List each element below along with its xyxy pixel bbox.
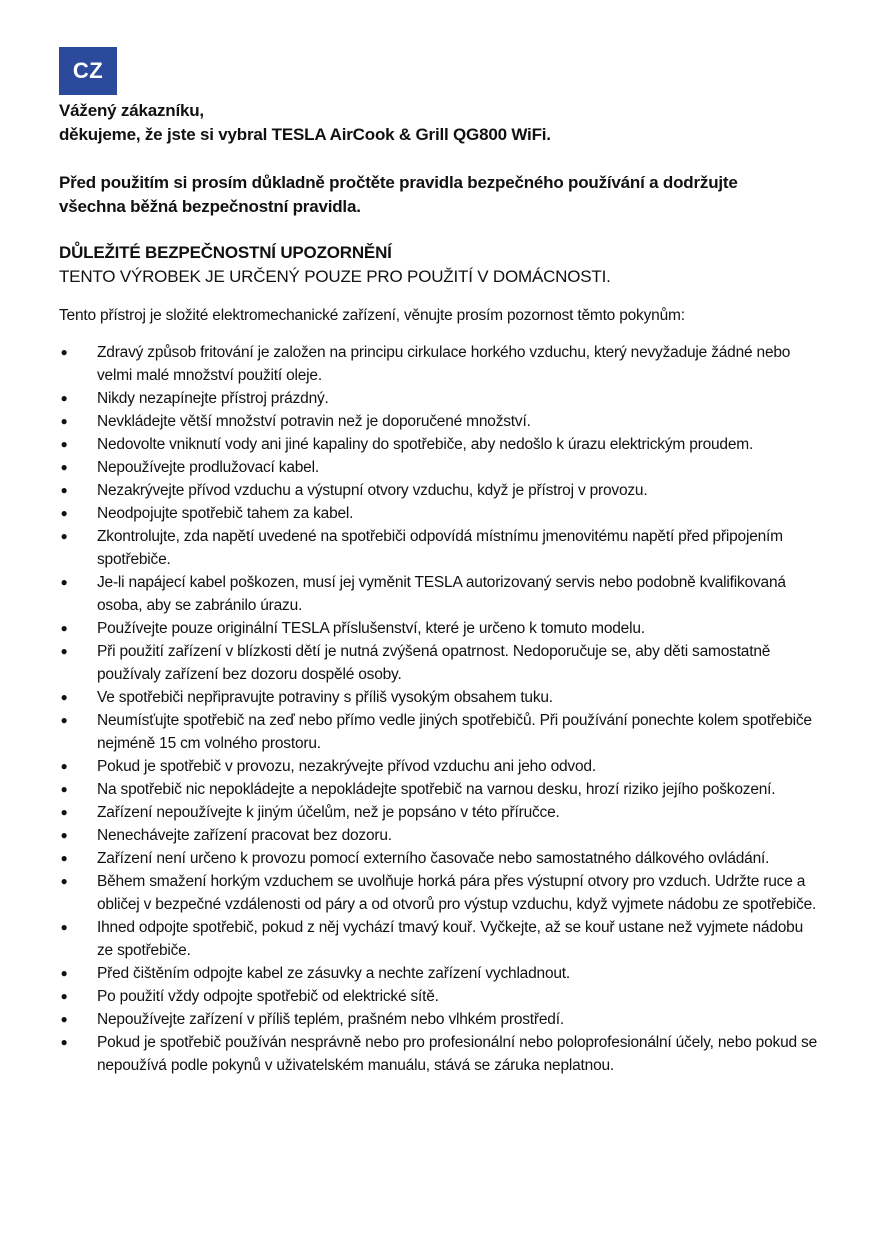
list-item-text: Ve spotřebiči nepřipravujte potraviny s příliš vysokým obsahem tuku. xyxy=(97,689,553,706)
list-item-text: Po použití vždy odpojte spotřebič od elektrické sítě. xyxy=(97,988,439,1005)
household-use-notice: TENTO VÝROBEK JE URČENÝ POUZE PRO POUŽITÍ V DOMÁCNOSTI. xyxy=(59,267,611,286)
list-item-text: Zdravý způsob fritování je založen na principu cirkulace horkého vzduchu, který nevyžaduje žádné nebo velmi malé množství použití oleje. xyxy=(97,344,791,384)
list-item xyxy=(59,1031,819,1077)
list-item-text: Na spotřebič nic nepokládejte a nepokládejte spotřebič na varnou desku, hrozí riziko jejího poškození. xyxy=(97,781,776,798)
list-item-text: Zařízení nepoužívejte k jiným účelům, než je popsáno v této příručce. xyxy=(97,804,560,821)
list-item-text: Při použití zařízení v blízkosti dětí je nutná zvýšená opatrnost. Nedoporučuje se, aby děti samostatně používaly zařízení bez dozoru dospělé osoby. xyxy=(97,643,771,683)
bullet-icon: ● xyxy=(60,506,68,520)
bullet-icon: ● xyxy=(60,437,68,451)
bullet-icon: ● xyxy=(60,1012,68,1026)
list-item xyxy=(59,916,819,962)
bullet-icon: ● xyxy=(60,713,68,727)
list-item xyxy=(59,410,819,433)
list-item xyxy=(59,571,819,617)
safety-lead-text: Tento přístroj je složité elektromechanické zařízení, věnujte prosím pozornost těmto pokynům: xyxy=(59,307,685,324)
bullet-icon: ● xyxy=(60,460,68,474)
list-item-text: Nenechávejte zařízení pracovat bez dozoru. xyxy=(97,827,392,844)
list-item xyxy=(59,824,819,847)
safety-heading: DŮLEŽITÉ BEZPEČNOSTNÍ UPOZORNĚNÍ xyxy=(59,243,392,262)
list-item-text: Nezakrývejte přívod vzduchu a výstupní otvory vzduchu, když je přístroj v provozu. xyxy=(97,482,648,499)
list-item xyxy=(59,801,819,824)
list-item xyxy=(59,1008,819,1031)
instruction-line-1: Před použitím si prosím důkladně pročtěte pravidla bezpečného používání a dodržujte xyxy=(59,173,738,192)
list-item-text: Nepoužívejte zařízení v příliš teplém, prašném nebo vlhkém prostředí. xyxy=(97,1011,564,1028)
list-item xyxy=(59,640,819,686)
list-item xyxy=(59,985,819,1008)
list-item-text: Neodpojujte spotřebič tahem za kabel. xyxy=(97,505,354,522)
list-item-text: Před čištěním odpojte kabel ze zásuvky a nechte zařízení vychladnout. xyxy=(97,965,570,982)
list-item xyxy=(59,617,819,640)
list-item xyxy=(59,341,819,387)
bullet-icon: ● xyxy=(60,782,68,796)
list-item-text: Během smažení horkým vzduchem se uvolňuje horká pára přes výstupní otvory pro vzduch. Udržte ruce a obličej v bezpečné vzdálenosti od páry a od otvorů pro výstup vzduchu, když vyjmete nádobu ze spotřebiče. xyxy=(97,873,817,913)
safety-instructions-list xyxy=(59,341,819,1077)
bullet-icon: ● xyxy=(60,759,68,773)
list-item-text: Zařízení není určeno k provozu pomocí externího časovače nebo samostatného dálkového ovládání. xyxy=(97,850,770,867)
list-item-text: Neumísťujte spotřebič na zeď nebo přímo vedle jiných spotřebičů. Při používání ponechte kolem spotřebiče nejméně 15 cm volného prostoru. xyxy=(97,712,812,752)
bullet-icon: ● xyxy=(60,874,68,888)
bullet-icon: ● xyxy=(60,575,68,589)
greeting-salutation: Vážený zákazníku, xyxy=(59,101,204,120)
list-item xyxy=(59,755,819,778)
bullet-icon: ● xyxy=(60,621,68,635)
list-item-text: Nevkládejte větší množství potravin než je doporučené množství. xyxy=(97,413,531,430)
manual-page-content xyxy=(59,99,819,1077)
list-item xyxy=(59,525,819,571)
list-item-text: Nikdy nezapínejte přístroj prázdný. xyxy=(97,390,329,407)
list-item xyxy=(59,686,819,709)
bullet-icon: ● xyxy=(60,920,68,934)
list-item xyxy=(59,778,819,801)
bullet-icon: ● xyxy=(60,391,68,405)
language-badge: CZ xyxy=(59,47,117,95)
list-item-text: Pokud je spotřebič používán nesprávně nebo pro profesionální nebo poloprofesionální účely, nebo pokud se nepoužívá podle pokynů v uživatelském manuálu, stává se záruka neplatnou. xyxy=(97,1034,817,1074)
bullet-icon: ● xyxy=(60,483,68,497)
list-item xyxy=(59,709,819,755)
list-item xyxy=(59,847,819,870)
list-item-text: Je-li napájecí kabel poškozen, musí jej vyměnit TESLA autorizovaný servis nebo podobně kvalifikovaná osoba, aby se zabránilo úrazu. xyxy=(97,574,786,614)
list-item-text: Nedovolte vniknutí vody ani jiné kapaliny do spotřebiče, aby nedošlo k úrazu elektrickým proudem. xyxy=(97,436,754,453)
bullet-icon: ● xyxy=(60,828,68,842)
bullet-icon: ● xyxy=(60,966,68,980)
bullet-icon: ● xyxy=(60,1035,68,1049)
instruction-line-2: všechna běžná bezpečnostní pravidla. xyxy=(59,197,361,216)
list-item-text: Zkontrolujte, zda napětí uvedené na spotřebiči odpovídá místnímu jmenovitému napětí před připojením spotřebiče. xyxy=(97,528,783,568)
list-item-text: Nepoužívejte prodlužovací kabel. xyxy=(97,459,319,476)
list-item-text: Používejte pouze originální TESLA příslušenství, které je určeno k tomuto modelu. xyxy=(97,620,645,637)
list-item xyxy=(59,479,819,502)
bullet-icon: ● xyxy=(60,690,68,704)
bullet-icon: ● xyxy=(60,644,68,658)
list-item xyxy=(59,502,819,525)
bullet-icon: ● xyxy=(60,805,68,819)
bullet-icon: ● xyxy=(60,345,68,359)
bullet-icon: ● xyxy=(60,414,68,428)
bullet-icon: ● xyxy=(60,989,68,1003)
list-item xyxy=(59,962,819,985)
list-item xyxy=(59,387,819,410)
list-item-text: Pokud je spotřebič v provozu, nezakrývejte přívod vzduchu ani jeho odvod. xyxy=(97,758,596,775)
bullet-icon: ● xyxy=(60,529,68,543)
list-item-text: Ihned odpojte spotřebič, pokud z něj vychází tmavý kouř. Vyčkejte, až se kouř ustane než vyjmete nádobu ze spotřebiče. xyxy=(97,919,804,959)
greeting-thanks: děkujeme, že jste si vybral TESLA AirCook & Grill QG800 WiFi. xyxy=(59,125,551,144)
list-item xyxy=(59,870,819,916)
bullet-icon: ● xyxy=(60,851,68,865)
list-item xyxy=(59,456,819,479)
list-item xyxy=(59,433,819,456)
